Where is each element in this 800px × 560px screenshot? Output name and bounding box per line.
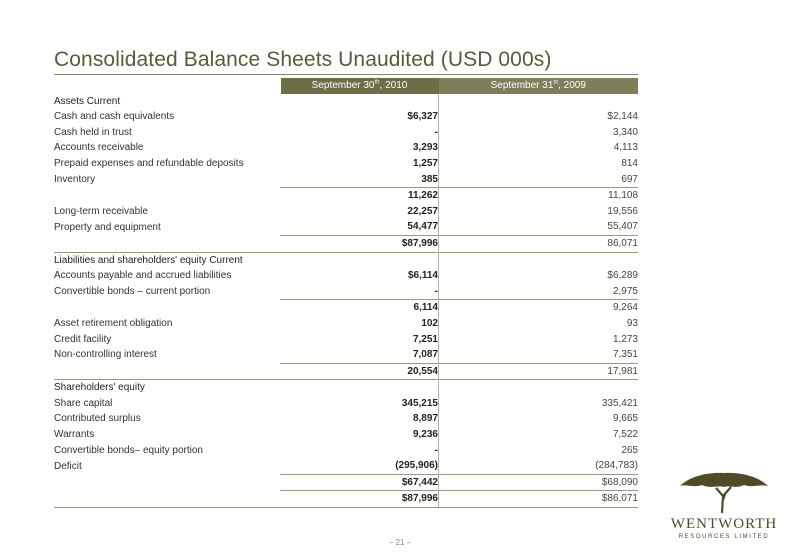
value-2010: 3,293: [412, 142, 438, 154]
value-2009: [439, 380, 639, 396]
row-label: [54, 235, 280, 252]
value-2009: 55,407: [439, 219, 639, 235]
value-2009: 9,665: [439, 411, 639, 427]
value-2010: 8,897: [412, 413, 438, 425]
row-label: [54, 188, 280, 204]
table-row: [54, 109, 638, 125]
value-2010: 7,087: [412, 349, 438, 361]
value-2010: [280, 94, 439, 110]
table-row: [54, 125, 638, 141]
header-2009-sup: st: [553, 79, 559, 86]
value-2010: $67,442: [280, 474, 439, 491]
table-row: [54, 300, 638, 316]
value-2010: -: [434, 444, 438, 456]
header-2009: [439, 78, 639, 94]
table-row: [54, 474, 638, 491]
value-2009: 17,981: [439, 363, 639, 380]
row-label: Accounts receivable: [54, 142, 144, 154]
table-row: [54, 396, 638, 412]
table-row: [54, 316, 638, 332]
row-label: Asset retirement obligation: [54, 317, 173, 329]
table-row: [54, 411, 638, 427]
logo-name: WENTWORTH: [670, 516, 778, 532]
value-2010: 54,477: [407, 221, 438, 233]
value-2010: 7,251: [412, 333, 438, 345]
value-2009: $6,289: [439, 268, 639, 284]
value-2009: [439, 94, 639, 110]
table-row: [54, 94, 638, 110]
value-2009: $68,090: [439, 474, 639, 491]
value-2009: 11,108: [439, 188, 639, 204]
value-2009: 697: [439, 172, 639, 188]
value-2009: $86,071: [439, 491, 639, 508]
acacia-tree-icon: [678, 470, 770, 514]
row-label: Convertible bonds – current portion: [54, 285, 211, 297]
header-2009-base: September 31: [490, 80, 554, 91]
table-row: [54, 363, 638, 380]
row-label: Property and equipment: [54, 221, 161, 233]
header-2010: [280, 78, 439, 94]
row-label: Prepaid expenses and refundable deposits: [54, 157, 244, 169]
value-2009: 335,421: [439, 396, 639, 412]
row-label: [54, 300, 280, 316]
value-2009: 86,071: [439, 235, 639, 252]
value-2009: (284,783): [439, 458, 639, 474]
row-label: Convertible bonds– equity portion: [54, 444, 203, 456]
value-2010: 6,114: [280, 300, 439, 316]
header-2009-tail: , 2009: [558, 80, 586, 91]
row-label: Cash held in trust: [54, 126, 132, 138]
company-logo: [664, 470, 784, 550]
value-2010: 1,257: [412, 157, 438, 169]
value-2010: [280, 252, 439, 268]
row-label: Long-term receivable: [54, 205, 148, 217]
value-2009: 93: [439, 316, 639, 332]
row-label: [54, 491, 280, 508]
row-label: Cash and cash equivalents: [54, 111, 175, 123]
table-row: [54, 380, 638, 396]
value-2009: 3,340: [439, 125, 639, 141]
value-2010: $6,114: [407, 270, 438, 282]
value-2010: 345,215: [401, 397, 438, 409]
value-2009: 9,264: [439, 300, 639, 316]
value-2010: 20,554: [280, 363, 439, 380]
row-label: Deficit: [54, 460, 82, 472]
row-label: Share capital: [54, 397, 113, 409]
table-row: [54, 252, 638, 268]
value-2010: 11,262: [280, 188, 439, 204]
value-2010: -: [434, 285, 438, 297]
row-label: Warrants: [54, 429, 95, 441]
table-row: [54, 284, 638, 300]
table-row: [54, 268, 638, 284]
row-label: Non-controlling interest: [54, 349, 157, 361]
row-label: Shareholders' equity: [54, 380, 280, 396]
value-2010: $87,996: [280, 491, 439, 508]
value-2009: 2,975: [439, 284, 639, 300]
value-2009: $2,144: [439, 109, 639, 125]
table-row: [54, 332, 638, 348]
table-row: [54, 235, 638, 252]
title-divider: [54, 74, 638, 75]
table-row: [54, 140, 638, 156]
header-2010-base: September 30: [311, 80, 375, 91]
logo-subtitle: RESOURCES LIMITED: [678, 534, 770, 540]
row-label: [54, 363, 280, 380]
value-2009: 1,273: [439, 332, 639, 348]
row-label: Liabilities and shareholders' equity Current: [54, 252, 280, 268]
table-row: [54, 172, 638, 188]
table-body: [54, 94, 638, 508]
row-label: Contributed surplus: [54, 413, 141, 425]
page-number: – 21 –: [388, 538, 412, 547]
table-row: [54, 458, 638, 474]
value-2009: 19,556: [439, 204, 639, 220]
balance-sheet-table: [54, 78, 638, 508]
table-header-row: [54, 78, 638, 94]
value-2009: 265: [439, 443, 639, 459]
header-2010-sup: th: [374, 79, 380, 86]
row-label: Accounts payable and accrued liabilities: [54, 270, 232, 282]
row-label: Inventory: [54, 173, 96, 185]
value-2009: 7,522: [439, 427, 639, 443]
row-label: Assets Current: [54, 95, 121, 107]
table-row: [54, 219, 638, 235]
page-title: Consolidated Balance Sheets Unaudited (USD 000s): [54, 48, 552, 71]
value-2010: -: [434, 126, 438, 138]
row-label: [54, 474, 280, 491]
value-2009: 814: [439, 156, 639, 172]
table-row: [54, 204, 638, 220]
value-2009: [439, 252, 639, 268]
header-blank-cell: [54, 78, 280, 94]
value-2010: 102: [421, 317, 438, 329]
value-2009: 7,351: [439, 347, 639, 363]
row-label: Credit facility: [54, 333, 112, 345]
value-2010: 9,236: [412, 429, 438, 441]
table-row: [54, 443, 638, 459]
value-2010: 385: [421, 173, 438, 185]
table-row: [54, 427, 638, 443]
value-2010: (295,906): [395, 460, 438, 472]
value-2009: 4,113: [439, 140, 639, 156]
value-2010: $6,327: [407, 111, 438, 123]
value-2010: 22,257: [407, 205, 438, 217]
table-row: [54, 188, 638, 204]
table-row: [54, 491, 638, 508]
table-row: [54, 156, 638, 172]
header-2010-tail: , 2010: [379, 80, 408, 91]
table-row: [54, 347, 638, 363]
value-2010: [280, 380, 439, 396]
value-2010: $87,996: [280, 235, 439, 252]
